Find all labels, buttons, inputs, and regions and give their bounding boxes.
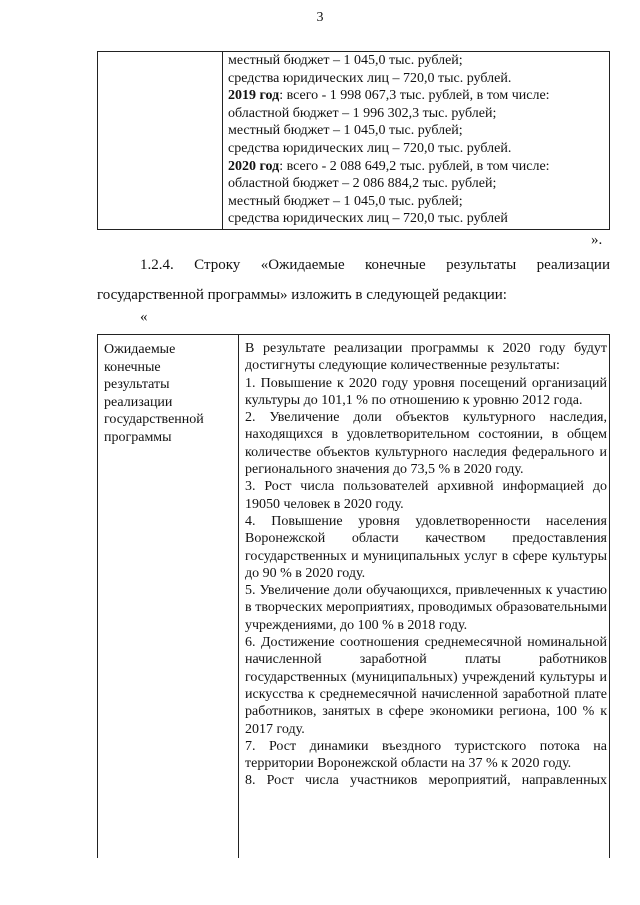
funding-table bbox=[97, 51, 610, 230]
label-line: реализации bbox=[104, 394, 173, 410]
page-number: 3 bbox=[316, 10, 324, 25]
result-item: 4. Повышение уровня удовлетворенности населения Воронежской области качеством предоставления государственных и муниципальных услуг в сфере культуры до 90 % в 2020 году. bbox=[245, 513, 607, 581]
results-content-cell bbox=[245, 340, 607, 790]
result-item: 1. Повышение к 2020 году уровня посещений организаций культуры до 101,1 % по отношению к уровню 2012 года. bbox=[245, 375, 607, 408]
label-line: государственной bbox=[104, 412, 204, 427]
opening-quote: « bbox=[140, 309, 148, 325]
funding-line: областной бюджет – 1 996 302,3 тыс. рублей; bbox=[228, 105, 497, 121]
funding-line: местный бюджет – 1 045,0 тыс. рублей; bbox=[228, 53, 463, 68]
results-table bbox=[97, 334, 610, 858]
result-item: 2. Увеличение доли объектов культурного наследия, находящихся в удовлетворительном состоянии, в общем количестве объектов культурного наследия федерального и регионального значения до 73,5 % в 2020 году. bbox=[245, 410, 607, 478]
funding-line: средства юридических лиц – 720,0 тыс. рублей bbox=[228, 211, 508, 227]
closing-quote: ». bbox=[591, 232, 603, 248]
funding-line: местный бюджет – 1 045,0 тыс. рублей; bbox=[228, 123, 463, 139]
funding-line-year: 2020 год: всего - 2 088 649,2 тыс. рублей, в том числе: bbox=[228, 158, 550, 174]
label-line: Ожидаемые bbox=[104, 342, 176, 357]
result-item: 5. Увеличение доли обучающихся, привлеченных к участию в творческих мероприятиях, проводимых образовательными учреждениями, до 100 % в 2018 году. bbox=[245, 583, 607, 633]
table-column-divider bbox=[222, 52, 223, 229]
paragraph-line-2: государственной программы» изложить в следующей редакции: bbox=[97, 287, 507, 303]
funding-line: средства юридических лиц – 720,0 тыс. рублей. bbox=[228, 70, 512, 86]
result-item: 6. Достижение соотношения среднемесячной номинальной начисленной заработной платы работников государственных (муниципальных) учреждений культуры и искусства к среднемесячной начисленной заработной плате работников, занятых в сфере экономики региона, 100 % к 2017 году. bbox=[245, 635, 607, 737]
amendment-paragraph bbox=[97, 255, 610, 305]
funding-line: местный бюджет – 1 045,0 тыс. рублей; bbox=[228, 193, 463, 209]
result-item: 3. Рост числа пользователей архивной информацией до 19050 человек в 2020 году. bbox=[245, 479, 607, 512]
table-column-divider bbox=[238, 335, 239, 858]
funding-line: областной бюджет – 2 086 884,2 тыс. рублей; bbox=[228, 176, 497, 192]
label-line: программы bbox=[104, 429, 172, 445]
funding-cell bbox=[228, 52, 605, 228]
paragraph-line-1: 1.2.4. Строку «Ожидаемые конечные результаты реализации bbox=[140, 257, 610, 273]
funding-line: средства юридических лиц – 720,0 тыс. рублей. bbox=[228, 140, 512, 156]
label-line: результаты bbox=[104, 377, 170, 392]
results-label-cell bbox=[104, 341, 234, 446]
funding-line-year: 2019 год: всего - 1 998 067,3 тыс. рублей, в том числе: bbox=[228, 88, 550, 104]
results-intro: В результате реализации программы к 2020 году будут достигнуты следующие количественные результаты: bbox=[245, 341, 607, 374]
label-line: конечные bbox=[104, 359, 161, 375]
result-item: 8. Рост числа участников мероприятий, направленных bbox=[245, 773, 607, 789]
result-item: 7. Рост динамики въездного туристского потока на территории Воронежской области на 37 % к 2020 году. bbox=[245, 738, 607, 772]
